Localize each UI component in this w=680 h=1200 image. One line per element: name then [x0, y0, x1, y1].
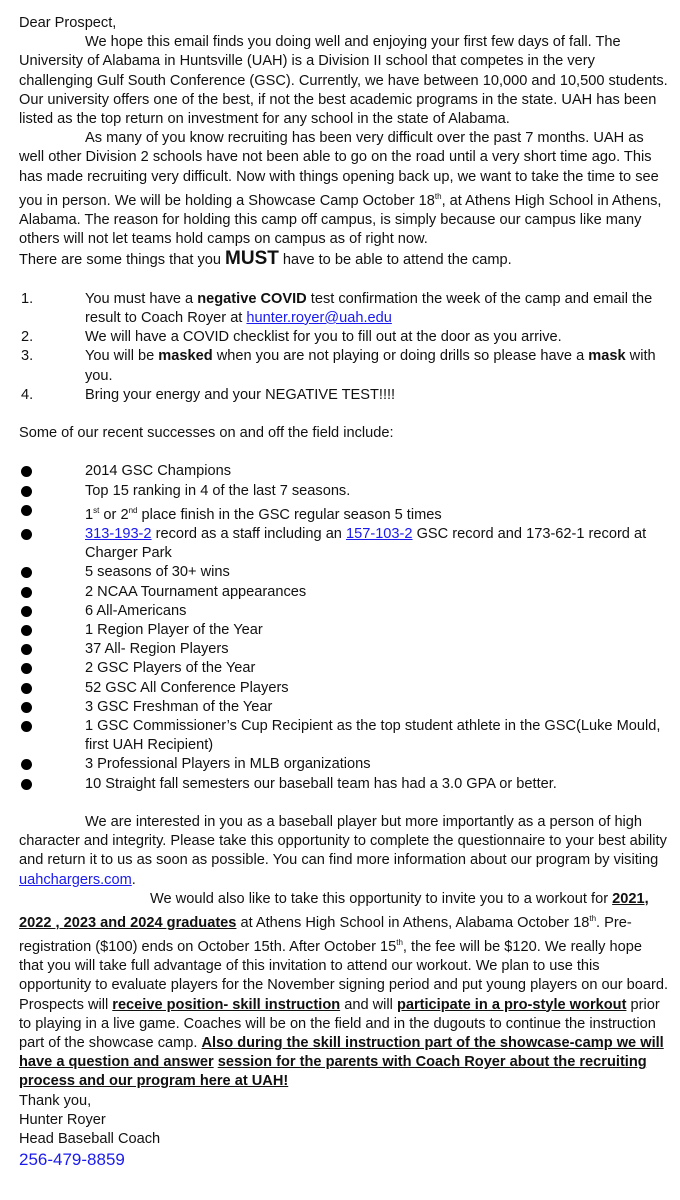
requirement-item: 4. Bring your energy and your NEGATIVE TEST!!!!	[21, 386, 396, 403]
bullet-icon	[19, 679, 85, 698]
greeting: Dear Prospect,	[19, 15, 117, 31]
recruiting-paragraph: As many of you know recruiting has been very difficult over the past 7 months. UAH as well other Division 2 schools have not been able to go on the road until a very short time ago. This has made recruiting very difficult. Now with things opening back up, we want to take the time to see you in person. We will be holding a Showcase Camp October 18th, at Athens High School in Athens, Alabama. The reason for holding this camp off campus, is simply because our campus like many others will not let teams hold camps on campus as of right now.	[19, 130, 662, 248]
bullet-icon	[19, 602, 85, 621]
graduate-years: 2021, 2022 , 2023 and 2024 graduates	[19, 890, 649, 931]
requirement-item: 3. You will be masked when you are not playing or doing drills so please have a mask with you.	[21, 348, 656, 384]
bullet-icon	[19, 775, 85, 794]
requirements-list	[19, 290, 669, 405]
bullet-icon	[19, 621, 85, 640]
bullet-icon	[19, 501, 85, 525]
list-item: 1 Region Player of the Year	[19, 621, 669, 640]
spacer	[19, 443, 669, 462]
spacer	[19, 271, 669, 290]
list-item: 3 Professional Players in MLB organizations	[19, 755, 669, 774]
bullet-icon	[19, 659, 85, 678]
must-word: MUST	[225, 248, 279, 270]
prospects-paragraph: Prospects will receive position- skill instruction and will participate in a pro-style workout prior to playing in a live game. Coaches will be on the field and in the dugouts to continue the instruction part of the showcase camp. Also during the skill instruction part of the showcase-camp we will have a question and answer session for the parents with Coach Royer about the recruiting process and our program here at UAH!	[19, 996, 664, 1090]
bullet-icon	[19, 717, 85, 755]
workout-paragraph: We would also like to take this opportunity to invite you to a workout for 2021, 2022 , 2023 and 2024 graduates at Athens High School in Athens, Alabama October 18th. Pre-registration ($100) ends on October 15th. After October 15th, the fee will be $120. We really hope that you will take full advantage of this invitation to attend our workout. We plan to use this opportunity to evaluate players for the November signing period and put young players on our board.	[19, 890, 669, 994]
successes-intro: Some of our recent successes on and off the field include:	[19, 425, 394, 442]
list-item: 6 All-Americans	[19, 602, 669, 621]
list-item: 2014 GSC Champions	[19, 462, 669, 481]
signer-title: Head Baseball Coach	[19, 1130, 161, 1147]
signer-name: Hunter Royer	[19, 1111, 106, 1128]
must-line: There are some things that you MUST have to be able to attend the camp.	[19, 248, 512, 270]
requirement-item: 2. We will have a COVID checklist for you to fill out at the door as you arrive.	[21, 329, 562, 346]
closing: Thank you,	[19, 1092, 92, 1109]
bullet-icon	[19, 563, 85, 582]
spacer	[19, 405, 669, 424]
list-item: 2 GSC Players of the Year	[19, 659, 669, 678]
bullet-icon	[19, 462, 85, 481]
requirement-item: 1. You must have a negative COVID test confirmation the week of the camp and email the result to Coach Royer at hunter.royer@uah.edu	[21, 290, 653, 326]
list-item: 1st or 2nd place finish in the GSC regular season 5 times	[19, 501, 669, 525]
list-item: Top 15 ranking in 4 of the last 7 seasons.	[19, 482, 669, 501]
list-item: 1 GSC Commissioner’s Cup Recipient as the top student athlete in the GSC(Luke Mould, first UAH Recipient)	[19, 717, 669, 755]
bullet-icon	[19, 755, 85, 774]
intro-paragraph: We hope this email finds you doing well and enjoying your first few days of fall. The University of Alabama in Huntsville (UAH) is a Division II school that competes in the very challenging Gulf South Conference (GSC). Currently, we have between 10,000 and 10,500 students. Our university offers one of the best, if not the best academic programs in the state. UAH has been listed as the top return on investment for any school in the state of Alabama.	[19, 34, 668, 128]
phone-link[interactable]: 256-479-8859	[19, 1150, 125, 1170]
list-item: 37 All- Region Players	[19, 640, 669, 659]
bullet-icon	[19, 698, 85, 717]
successes-list	[19, 462, 669, 793]
list-item: 5 seasons of 30+ wins	[19, 563, 669, 582]
gsc-record-link[interactable]: 157-103-2	[345, 525, 413, 542]
list-item: 313-193-2 record as a staff including an 157-103-2 GSC record and 173-62-1 record at Charger Park	[19, 525, 669, 563]
website-link[interactable]: uahchargers.com	[19, 871, 132, 888]
record-link[interactable]: 313-193-2	[85, 525, 152, 542]
interest-paragraph: We are interested in you as a baseball player but more importantly as a person of high character and integrity. Please take this opportunity to complete the questionnaire to your best ability and return it to us as soon as possible. You can find more information about our program by visiting uahchargers.com.	[19, 813, 667, 888]
spacer	[19, 794, 669, 813]
bullet-icon	[19, 583, 85, 602]
bullet-icon	[19, 482, 85, 501]
bullet-icon	[19, 525, 85, 563]
list-item: 10 Straight fall semesters our baseball team has had a 3.0 GPA or better.	[19, 775, 669, 794]
list-item: 2 NCAA Tournament appearances	[19, 583, 669, 602]
list-item: 52 GSC All Conference Players	[19, 679, 669, 698]
coach-email-link[interactable]: hunter.royer@uah.edu	[246, 309, 392, 326]
list-item: 3 GSC Freshman of the Year	[19, 698, 669, 717]
bullet-icon	[19, 640, 85, 659]
